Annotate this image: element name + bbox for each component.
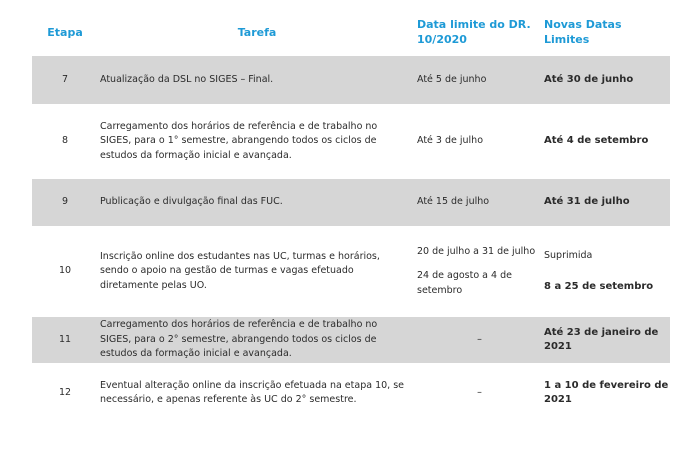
table-row	[32, 108, 670, 175]
cell-tarefa: Carregamento dos horários de referência e de trabalho no SIGES, para o 1° semestre, abrangendo todos os ciclos de estudos da formação inicial e avançada.	[100, 120, 378, 161]
header-novas-datas: Novas Datas Limites	[544, 18, 622, 46]
cell-novas-datas: Até 4 de setembro	[544, 135, 649, 147]
table-header-row	[32, 12, 670, 52]
table-row	[32, 367, 670, 419]
table-row	[32, 56, 670, 104]
table-row	[32, 317, 670, 363]
cell-data-limite: –	[416, 317, 543, 363]
deadlines-table	[32, 12, 670, 419]
cell-tarefa: Carregamento dos horários de referência e de trabalho no SIGES, para o 2° semestre, abrangendo todos os ciclos de estudos da formação inicial e avançada.	[98, 317, 416, 363]
header-etapa: Etapa	[47, 25, 83, 39]
cell-data-limite: Até 15 de julho	[416, 179, 543, 226]
cell-etapa: 11	[32, 317, 98, 363]
cell-etapa: 10	[58, 265, 72, 277]
table-row	[32, 179, 670, 226]
cell-data-limite: Até 3 de julho	[417, 135, 484, 147]
cell-tarefa: Inscrição online dos estudantes nas UC, turmas e horários, sendo o apoio na gestão de turmas e vagas efetuado diretamente pelas UO.	[100, 250, 380, 291]
cell-data-limite: –	[477, 386, 482, 398]
cell-etapa: 7	[32, 56, 98, 104]
cell-novas-datas: Até 31 de julho	[543, 179, 670, 226]
cell-novas-datas: Até 30 de junho	[543, 56, 670, 104]
header-tarefa: Tarefa	[237, 25, 277, 39]
cell-data-limite	[416, 230, 543, 313]
cell-novas-datas: Até 23 de janeiro de 2021	[543, 317, 670, 363]
novas-datas-suprimida: Suprimida	[544, 250, 593, 261]
cell-tarefa: Eventual alteração online da inscrição efetuada na etapa 10, se necessário, e apenas referente às UC do 2° semestre.	[100, 379, 404, 405]
cell-tarefa: Atualização da DSL no SIGES – Final.	[98, 56, 416, 104]
data-limite-line-1: 20 de julho a 31 de julho	[417, 245, 536, 257]
cell-novas-datas: 1 a 10 de fevereiro de 2021	[544, 379, 669, 405]
header-data-limite: Data limite do DR. 10/2020	[417, 18, 531, 46]
novas-datas-line-2: 8 a 25 de setembro	[544, 280, 654, 292]
cell-tarefa: Publicação e divulgação final das FUC.	[98, 179, 416, 226]
data-limite-line-2: 24 de agosto a 4 de setembro	[417, 270, 512, 296]
cell-novas-datas	[543, 230, 670, 313]
cell-data-limite: Até 5 de junho	[416, 56, 543, 104]
cell-etapa: 9	[32, 179, 98, 226]
cell-etapa: 8	[61, 135, 69, 147]
table-row	[32, 230, 670, 313]
cell-etapa: 12	[58, 386, 72, 398]
